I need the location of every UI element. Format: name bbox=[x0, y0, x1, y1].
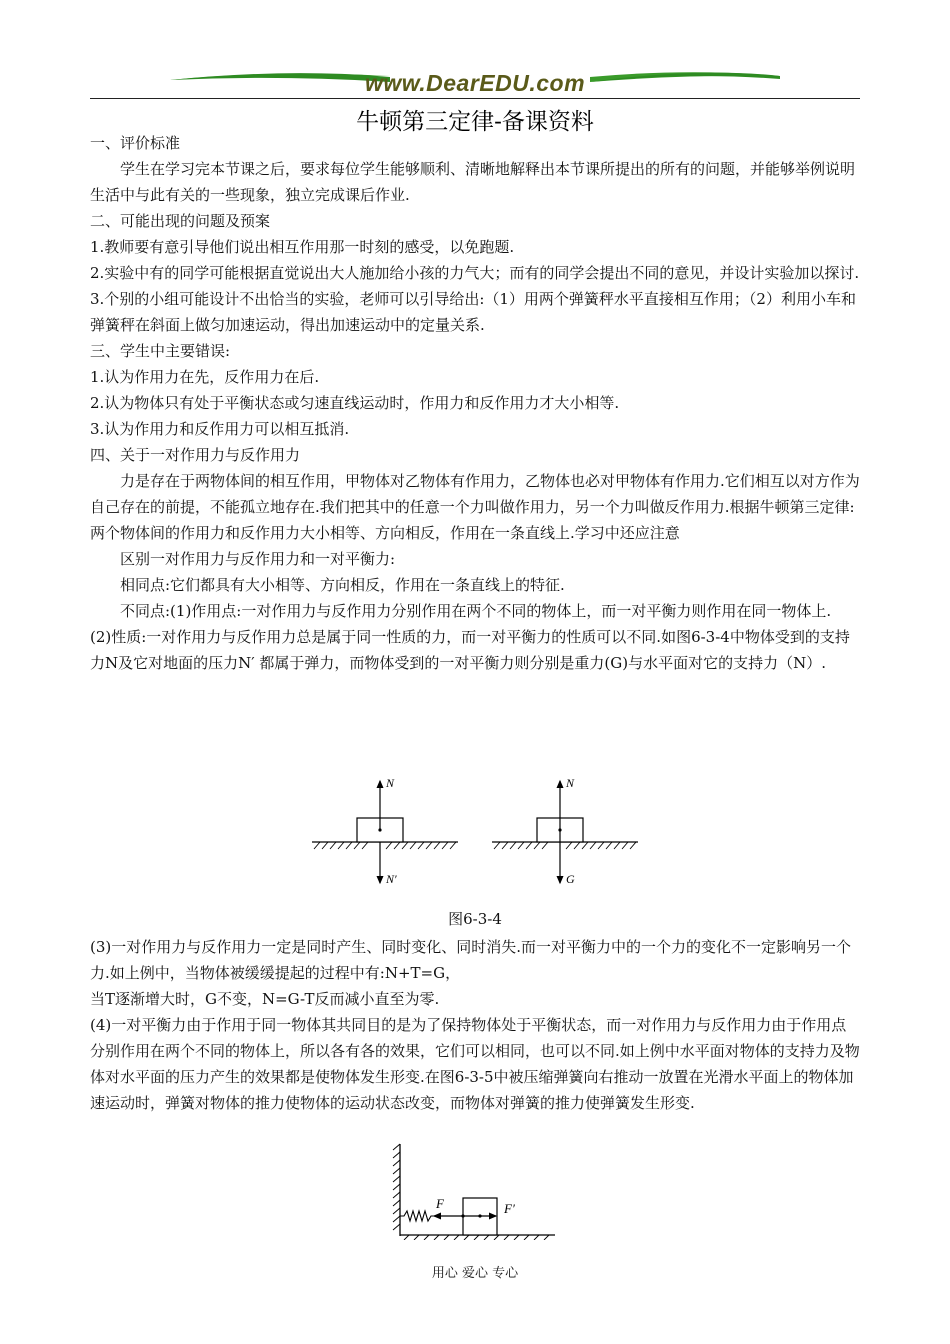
figure-6-3-5 bbox=[390, 1140, 570, 1240]
list-item: 3.个别的小组可能设计不出恰当的实验，老师可以引导给出:（1）用两个弹簧秤水平直接相互作用；（2）利用小车和弹簧秤在斜面上做匀加速运动，得出加速运动中的定量关系. bbox=[90, 290, 856, 334]
figure-caption: 图6-3-4 bbox=[448, 910, 502, 928]
content-block-1 bbox=[90, 130, 860, 676]
section-heading: 四、关于一对作用力与反作用力 bbox=[90, 446, 301, 464]
label-N: N bbox=[386, 776, 395, 790]
paragraph: 学生在学习完本节课之后，要求每位学生能够顺利、清晰地解释出本节课所提出的所有的问题，并能够举例说明生活中与此有关的一些现象，独立完成课后作业. bbox=[90, 160, 856, 204]
label-G: G bbox=[566, 872, 575, 886]
section-heading: 二、可能出现的问题及预案 bbox=[90, 212, 271, 230]
paragraph: 不同点:(1)作用点:一对作用力与反作用力分别作用在两个不同的物体上，而一对平衡力则作用在同一物体上. bbox=[120, 602, 832, 620]
figure-6-3-4 bbox=[300, 775, 640, 890]
section-heading: 一、评价标准 bbox=[90, 134, 181, 152]
footer: 用心 爱心 专心 bbox=[431, 1266, 519, 1281]
list-item: 2.认为物体只有处于平衡状态或匀速直线运动时，作用力和反作用力才大小相等. bbox=[90, 394, 620, 412]
paragraph: 力是存在于两物体间的相互作用，甲物体对乙物体有作用力，乙物体也必对甲物体有作用力.它们相互以对方作为自己存在的前提，不能孤立地存在.我们把其中的任意一个力叫做作用力，另一个力叫做反作用力.根据牛顿第三定律:两个物体间的作用力和反作用力大小相等、方向相反，作用在一条直线上.学习中还应注意 bbox=[90, 472, 860, 542]
header-rule bbox=[90, 98, 860, 99]
site-url: www.DearEDU.com bbox=[364, 70, 586, 96]
label-F: F bbox=[436, 1196, 444, 1211]
paragraph: (4)一对平衡力由于作用于同一物体其共同目的是为了保持物体处于平衡状态，而一对作用力与反作用力由于作用点分别作用在两个不同的物体上，所以各有各的效果，它们可以相同，也可以不同.如上例中水平面对物体的支持力及物体对水平面的压力产生的效果都是使物体发生形变.在图6-3-5中被压缩弹簧向右推动一放置在光滑水平面上的物体加速运动时，弹簧对物体的推力使物体的运动状态改变，而物体对弹簧的推力使弹簧发生形变. bbox=[90, 1016, 860, 1112]
list-item: 2.实验中有的同学可能根据直觉说出大人施加给小孩的力气大；而有的同学会提出不同的意见，并设计实验加以探讨. bbox=[90, 264, 860, 282]
label-F-prime: F′ bbox=[504, 1201, 515, 1216]
list-item: 3.认为作用力和反作用力可以相互抵消. bbox=[90, 420, 350, 438]
paragraph: 当T逐渐增大时，G不变，N=G-T反而减小直至为零. bbox=[90, 990, 440, 1008]
section-heading: 三、学生中主要错误: bbox=[90, 342, 231, 360]
paragraph: (2)性质:一对作用力与反作用力总是属于同一性质的力，而一对平衡力的性质可以不同.如图6-3-4中物体受到的支持力N及它对地面的压力N′ 都属于弹力，而物体受到的一对平衡力则分别是重力(G)与水平面对它的支持力（N）. bbox=[90, 628, 850, 672]
page-title: 牛顿第三定律-备课资料 bbox=[356, 109, 594, 135]
spring bbox=[400, 1211, 436, 1221]
diagram-left bbox=[312, 776, 458, 886]
label-N-prime: N′ bbox=[386, 872, 397, 886]
paragraph: 区别一对作用力与反作用力和一对平衡力: bbox=[120, 550, 396, 568]
label-N: N bbox=[566, 776, 575, 790]
list-item: 1.教师要有意引导他们说出相互作用那一时刻的感受，以免跑题. bbox=[90, 238, 515, 256]
list-item: 1.认为作用力在先，反作用力在后. bbox=[90, 368, 320, 386]
content-block-2 bbox=[90, 934, 860, 1116]
diagram-right bbox=[492, 776, 638, 886]
paragraph: (3)一对作用力与反作用力一定是同时产生、同时变化、同时消失.而一对平衡力中的一个力的变化不一定影响另一个力.如上例中，当物体被缓缓提起的过程中有:N+T=G， bbox=[90, 938, 852, 982]
paragraph: 相同点:它们都具有大小相等、方向相反，作用在一条直线上的特征. bbox=[120, 576, 565, 594]
